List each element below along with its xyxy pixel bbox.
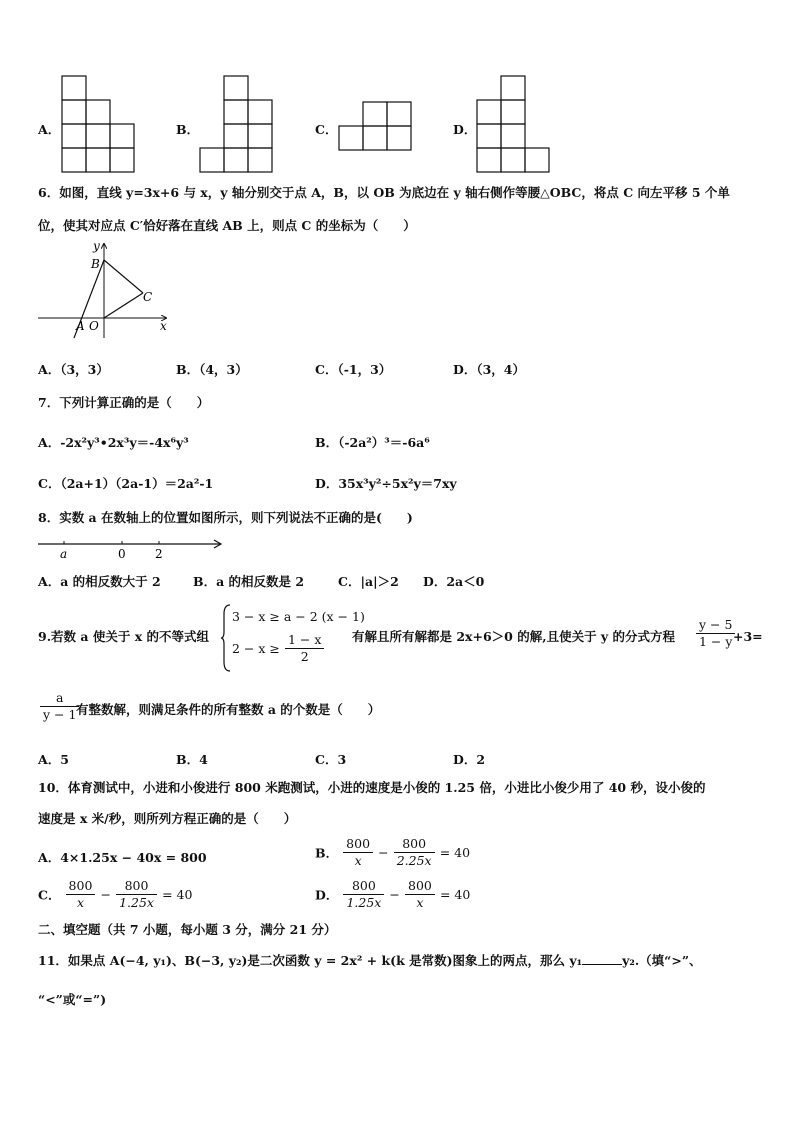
- q9-ineq2-numerator: 1 − x: [285, 632, 324, 649]
- q6-coordinate-figure: [38, 240, 173, 340]
- q8-number-line: [38, 536, 228, 564]
- q10-d-num1: 800: [343, 878, 384, 895]
- q10-option-c-label: C．: [38, 887, 61, 903]
- q10-d-eq: = 40: [439, 887, 471, 902]
- q9-middle-text: 有解且所有解都是 2x+6＞0 的解,且使关于 y 的分式方程: [352, 629, 676, 644]
- q7-option-b: B．（-2a²）³＝-6a⁶: [315, 435, 430, 450]
- q10-option-b: B． $\frac{800}{x}$ − $\frac{800}{2.25x}$ = 40: [315, 836, 471, 868]
- q8-stem: 8．实数 a 在数轴上的位置如图所示，则下列说法不正确的是( ): [38, 510, 413, 525]
- q11-answer-blank[interactable]: [582, 952, 622, 965]
- q10-option-b-label: B．: [315, 845, 339, 861]
- q9-brace: [221, 604, 231, 672]
- q5-option-c-label: C．: [315, 122, 338, 137]
- q5-figure-b: [200, 76, 275, 176]
- q6-label-a: A: [76, 319, 85, 333]
- q10-b-den1: x: [354, 853, 362, 868]
- q9-inequality-1: 3 − x ≥ a − 2 (x − 1): [232, 609, 365, 624]
- q10-c-num2: 800: [116, 878, 157, 895]
- q9-frac1-numerator: y − 5: [696, 617, 735, 634]
- q8-option-b: B．a 的相反数是 2: [193, 574, 305, 589]
- q10-b-num2: 800: [394, 836, 435, 853]
- q9-frac2-denominator: y − 1: [43, 707, 77, 722]
- q10-b-num1: 800: [343, 836, 373, 853]
- q6-option-c: C．（-1，3）: [315, 362, 392, 377]
- q9-ineq2-denominator: 2: [300, 649, 309, 664]
- section2-heading: 二、填空题（共 7 小题，每小题 3 分，满分 21 分）: [38, 922, 337, 937]
- q5-figure-d: [477, 76, 552, 176]
- q10-option-d-label: D．: [315, 887, 339, 903]
- q8-option-a: A．a 的相反数大于 2: [38, 574, 161, 589]
- q10-d-num2: 800: [405, 878, 435, 895]
- q10-d-den1: 1.25x: [346, 895, 382, 910]
- q11-part1: 11．如果点 A(−4, y₁)、B(−3, y₂)是二次函数 y = 2x² + k(k 是常数)图象上的两点，那么 y₁: [38, 953, 583, 968]
- q5-option-d-label: D．: [453, 122, 477, 137]
- q9-option-a: A．5: [38, 752, 69, 767]
- q9-plus3: +3=: [733, 629, 763, 644]
- q9-frac2-numerator: a: [40, 690, 79, 707]
- q8-option-c: C．|a|＞2: [338, 574, 399, 589]
- q5-figure-c: [339, 102, 414, 154]
- q6-label-y: y: [93, 239, 100, 253]
- q10-c-eq: = 40: [162, 887, 193, 902]
- q9-inequality-2: [232, 632, 324, 665]
- q6-label-x: x: [160, 319, 167, 333]
- q10-option-c: C． $\frac{800}{x}$ − $\frac{800}{1.25x}$ = 40: [38, 878, 193, 910]
- q8-label-two: 2: [155, 547, 163, 561]
- q9-inequality-2-left: 2 − x ≥: [232, 641, 280, 656]
- q9-option-b: B．4: [176, 752, 208, 767]
- q6-label-b: B: [91, 257, 100, 271]
- q9-prefix: 9.若数 a 使关于 x 的不等式组: [38, 629, 210, 644]
- q10-b-eq: = 40: [439, 845, 471, 860]
- q8-option-d: D．2a＜0: [423, 574, 485, 589]
- q8-label-zero: 0: [118, 547, 126, 561]
- q5-option-b-label: B．: [176, 122, 200, 137]
- q6-stem-line2: 位，使其对应点 C′恰好落在直线 AB 上，则点 C 的坐标为（ ）: [38, 218, 416, 233]
- q7-option-d: D．35x³y²÷5x²y＝7xy: [315, 476, 457, 491]
- q10-b-den2: 2.25x: [396, 853, 432, 868]
- q10-c-den2: 1.25x: [119, 895, 154, 910]
- q9-option-c: C．3: [315, 752, 347, 767]
- q6-option-a: A．（3，3）: [38, 362, 109, 377]
- q9-frac1-denominator: 1 − y: [699, 634, 733, 649]
- q10-stem-line1: 10．体育测试中，小进和小俊进行 800 米跑测试，小进的速度是小俊的 1.25 倍，小进比小俊少用了 40 秒，设小俊的: [38, 780, 706, 795]
- q9-line2: 有整数解，则满足条件的所有整数 a 的个数是（ ）: [76, 702, 381, 717]
- q5-option-a-label: A．: [38, 122, 61, 137]
- q11-line2: “<”或“=”): [38, 992, 107, 1007]
- q8-label-a: a: [60, 547, 68, 561]
- q10-c-num1: 800: [66, 878, 96, 895]
- q7-option-c: C．（2a+1）（2a-1）＝2a²-1: [38, 476, 214, 491]
- q7-stem: 7．下列计算正确的是（ ）: [38, 395, 210, 410]
- q10-option-a: A．4×1.25x − 40x = 800: [38, 850, 207, 865]
- q7-option-a: A．-2x²y³•2x³y＝-4x⁶y³: [38, 435, 189, 450]
- q5-figure-a: [62, 76, 137, 176]
- q10-d-den2: x: [416, 895, 424, 910]
- q9-inequality-2-fraction: [285, 632, 324, 665]
- q9-option-d: D．2: [453, 752, 486, 767]
- q10-option-d: D． $\frac{800}{1.25x}$ − $\frac{800}{x}$ = 40: [315, 878, 471, 910]
- q9-fraction-1: [696, 617, 735, 650]
- q6-option-d: D．（3，4）: [453, 362, 525, 377]
- q11-part2: y₂.（填“>”、: [622, 953, 702, 968]
- q6-stem-line1: 6．如图，直线 y=3x+6 与 x，y 轴分别交于点 A，B，以 OB 为底边在 y 轴右侧作等腰△OBC，将点 C 向左平移 5 个单: [38, 185, 730, 200]
- q6-label-o: O: [89, 319, 99, 333]
- q6-option-b: B．（4，3）: [176, 362, 248, 377]
- q6-label-c: C: [143, 290, 153, 304]
- q11-line1: [38, 952, 702, 969]
- q10-stem-line2: 速度是 x 米/秒，则所列方程正确的是（ ）: [38, 811, 297, 826]
- q10-c-den1: x: [76, 895, 84, 910]
- q9-fraction-2: [40, 690, 79, 723]
